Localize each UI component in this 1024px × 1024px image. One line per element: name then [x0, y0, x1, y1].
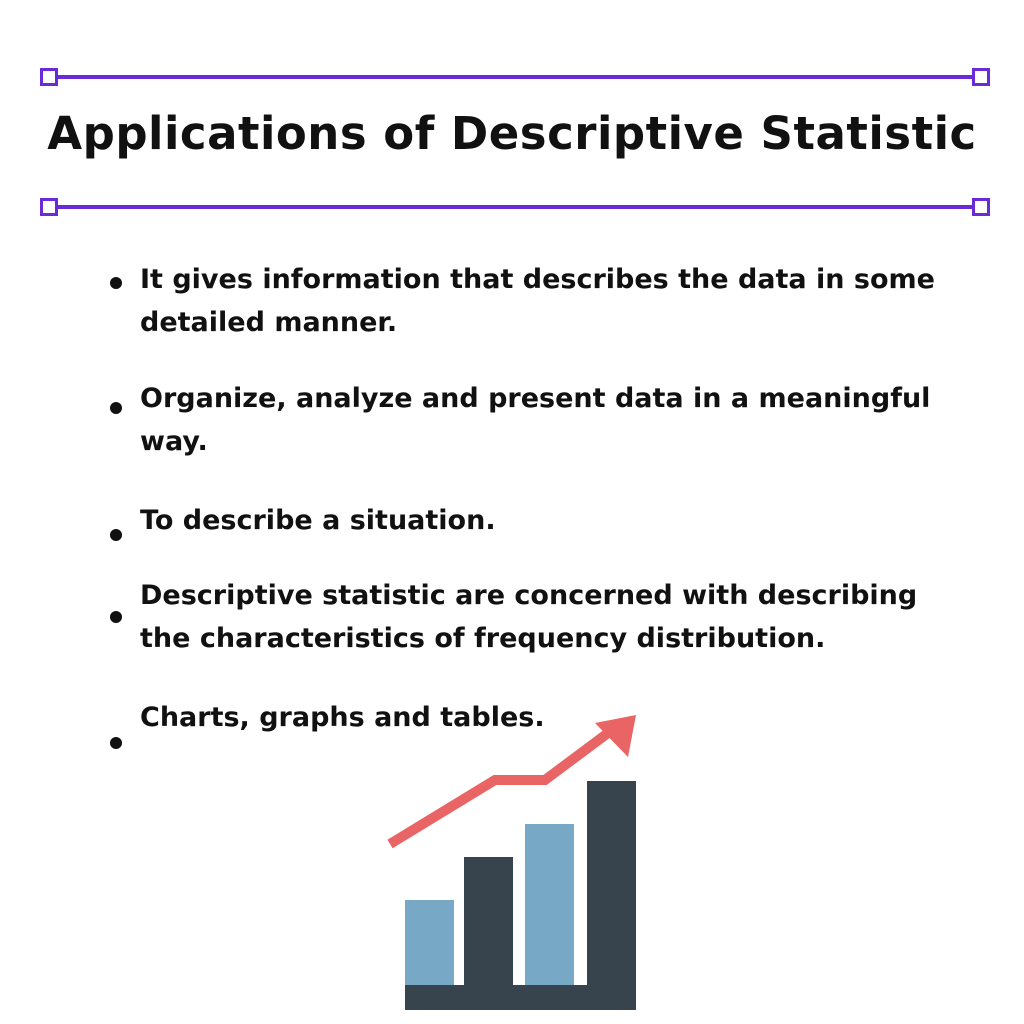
list-item-text: To describe a situation. [140, 505, 496, 536]
list-item-text: It gives information that describes the data in some detailed manner. [140, 264, 935, 338]
trend-arrow-line [390, 730, 612, 844]
bar-chart-growth-icon [380, 700, 650, 1020]
chart-bar [405, 900, 454, 985]
chart-bar [587, 781, 636, 985]
list-item-text: Descriptive statistic are concerned with describing the characteristics of frequency distribution. [140, 580, 918, 654]
chart-bar [525, 824, 574, 985]
bullet-dot [110, 737, 122, 749]
bullet-dot [110, 611, 122, 623]
list-item-text: Charts, graphs and tables. [140, 702, 545, 733]
bullet-dot [110, 402, 122, 414]
chart-base [405, 985, 636, 1010]
bullet-dot [110, 529, 122, 541]
chart-bar [464, 857, 513, 985]
bullet-dot [110, 277, 122, 289]
list-item-text: Organize, analyze and present data in a meaningful way. [140, 383, 931, 457]
page-title: Applications of Descriptive Statistic [47, 107, 977, 160]
